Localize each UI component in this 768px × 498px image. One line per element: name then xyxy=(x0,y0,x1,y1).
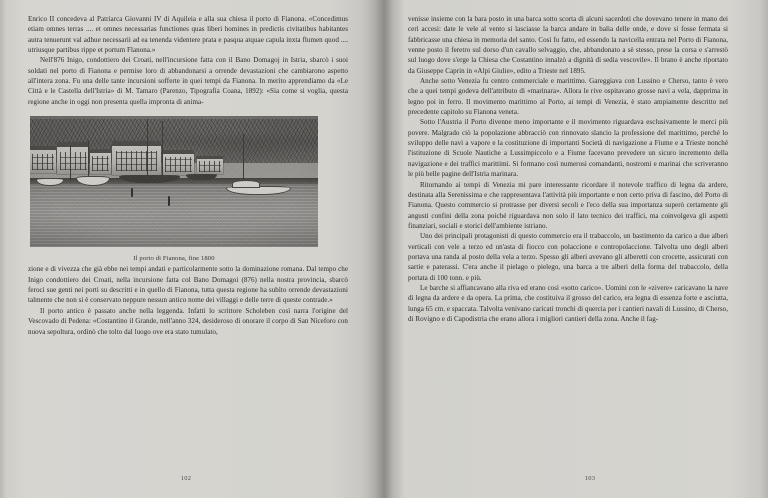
photo-building xyxy=(197,158,223,174)
right-page-text-column xyxy=(408,14,728,324)
left-page-text-column xyxy=(28,14,348,337)
paragraph: Le barche si affiancavano alla riva ed erano così «sotto carico». Uomini con le «zivere» caricavano la nave di legna da ardere e da opera. La prima, che costituiva il grosso del carico, era legna di essenza forte e asciutta, lunga 65 cm. e spaccata. Talvolta venivano caricati tronchi di quercia per i cantieri navali di Lussino, di Cherso, di Rovigno e di Capodistria che erano allora i migliori cantieri della zona. Anche il fag- xyxy=(408,283,728,323)
figure-harbour-photo xyxy=(30,116,318,264)
photo-boat-sail xyxy=(232,180,260,187)
page-number-left: 102 xyxy=(180,475,192,482)
photo-building xyxy=(57,147,89,174)
paragraph: Ritornando ai tempi di Venezia mi pare interessante ricordare il notevole traffico di legna da ardere, destinata alla Serenissima e che rappresentava l'attività più importante e non certo priva di fascino, del Porto di Fianona. Questo commercio si protrasse per diversi secoli e l'eco della sua importanza superò certamente gli angusti confini della zona poiché riguardava non solo il lato tecnico dei traffici, ma coinvolgeva gli aspetti finanziari, sociali e storici dell'ambiente istriano. xyxy=(408,180,728,230)
paragraph: Il porto antico è passato anche nella leggenda. Infatti lo scrittore Scholeben così narra l'origine del Vescovado di Pedena: «Costantino il Grande, nell'anno 324, desideroso di onorare il corpo di San Niceforo con nuova sepoltura, ordinò che tolto dal luogo ove era stato tumulato, xyxy=(28,306,348,336)
paragraph: Uno dei principali protagonisti di questo commercio era il trabaccolo, un bastimento da carico a due alberi verticali con vele a terzo ed un'asta di fiocco con polaccione e contropolaccione. Talvolta uno degli alberi portava una randa al posto della vela a terzo. Spesso gli alberi avevano gli alberetti con crocette, assicurati con sartie e paterassi. C'era anche il pielago o pielego, una barca a tre alberi della forma del trabaccolo, della portata di 100 tonn. e più. xyxy=(408,232,728,282)
paragraph: Anche sotto Venezia fu centro commerciale e marittimo. Gareggiava con Lussino e Cherso, tanto è vero che a quei tempi godeva dell'attributo di «marinara». Allora le rive ospitavano grosse navi a vela, dapprima in legno poi in ferro. Il movimento marittimo al Porto, ai tempi di Venezia, è stato ampiamente descritto nel precedente capitolo su Fianona veneta. xyxy=(408,77,728,117)
photo-building xyxy=(30,150,56,174)
paragraph: Nell'876 Inigo, condottiero dei Croati, nell'incursione fatta con il Bano Domagoj in Istria, sbarcò i suoi soldati nel porto di Fianona e permise loro di abbandonarsi a orrende devastazioni che cambiarono aspetto all'intera zona. Fu una delle tante incursioni sofferte in quei tempi da Fianona. In merito apprendiamo da «Le Città e le Castella dell'Istria» di M. Tamaro (Parenzo, Tipografia Coana, 1892): «Sia come si voglia, questa regione anche in oggi non presenta quella impronta di anima- xyxy=(28,56,348,106)
photo-building xyxy=(162,154,194,175)
photo-boat xyxy=(36,178,64,186)
paragraph: Enrico II concedeva al Patriarca Giovanni IV di Aquileia e alla sua chiesa il porto di Fianona. «Concedimus etiam omnes terras .... et omnes necessarias functiones quas liberi homines in predictis civitatibus habitantes autra tenuerunt val adhue necessarii ad ea tenenda videntere prata e pasqua atquae capula inxta flumen quod .... utriusque partibus rippe et portum Flanona.» xyxy=(28,15,348,55)
figure-caption: Il porto di Fianona, fine 1800 xyxy=(133,255,215,263)
paragraph: Sotto l'Austria il Porto divenne meno importante e il movimento riguardava esclusivamente le merci più povere. Malgrado ciò la popolazione abbracciò con rinnovato slancio la professione del marittimo, perché lo sviluppo delle navi a vapore e la costituzione di importanti Società di navigazione a Fiume e a Trieste nonché l'istituzione di Scuole Nautiche a Lussimpiccolo e a Fiume facevano prevedere un sicuro incremento della navigazione e dei traffici marittimi. Si formano così numerosi comandanti, nostromi e marinai che scriveranno le più belle pagine dell'Istria marinara. xyxy=(408,118,728,179)
paragraph: venisse insieme con la bara posto in una barca sotto scorta di alcuni sacerdoti che dovevano tenere in mano dei ceri accesi: date le vele al vento si lasciasse la barca andare in balia delle onde, e dove si fosse fermata si fabbricasse una chiesa in memoria del santo. Così fu fatto, ed essendo la navicella entrata nel Porto di Fianona, venne posto il feretro sul dorso d'un cavallo selvaggio, che, abbandonato a sè stesso, prese la corsa e s'arrestò sul luogo dove s'erge la Chiesa che Costantino innalzò a dignità di sedia vescovile». Il brano è anche riportato da Giuseppe Caprin in «Alpi Giulie», edito a Trieste nel 1895. xyxy=(408,15,728,75)
photo-mast xyxy=(243,134,244,181)
right-page xyxy=(384,0,768,498)
photo-il-porto-di-fianona xyxy=(30,116,318,247)
photo-figure-person xyxy=(168,196,170,206)
photo-mast xyxy=(88,140,89,182)
paragraph: zione e di vivezza che già ebbe nei tempi andati e particolarmente sotto la dominazione romana. Dal tempo che Inigo condottiero dei Croati, nella incursione fatta col Bano Domagoi (876) nella nostra provincia, sbarcò feroci sue genti nei porti su descritti e in quello di Fianona, tutta questa regione ha subìto orrende devastazioni talmente che non si è conservato neppure nessun antico nome dei villaggi e delle terre di queste contrade.» xyxy=(28,265,348,305)
photo-mast xyxy=(162,121,163,181)
photo-building xyxy=(112,145,161,175)
photo-figure-person xyxy=(131,188,133,197)
photo-mast xyxy=(70,145,71,182)
photo-mast xyxy=(147,119,148,182)
photo-building xyxy=(90,152,110,174)
page-number-right: 103 xyxy=(584,475,596,482)
